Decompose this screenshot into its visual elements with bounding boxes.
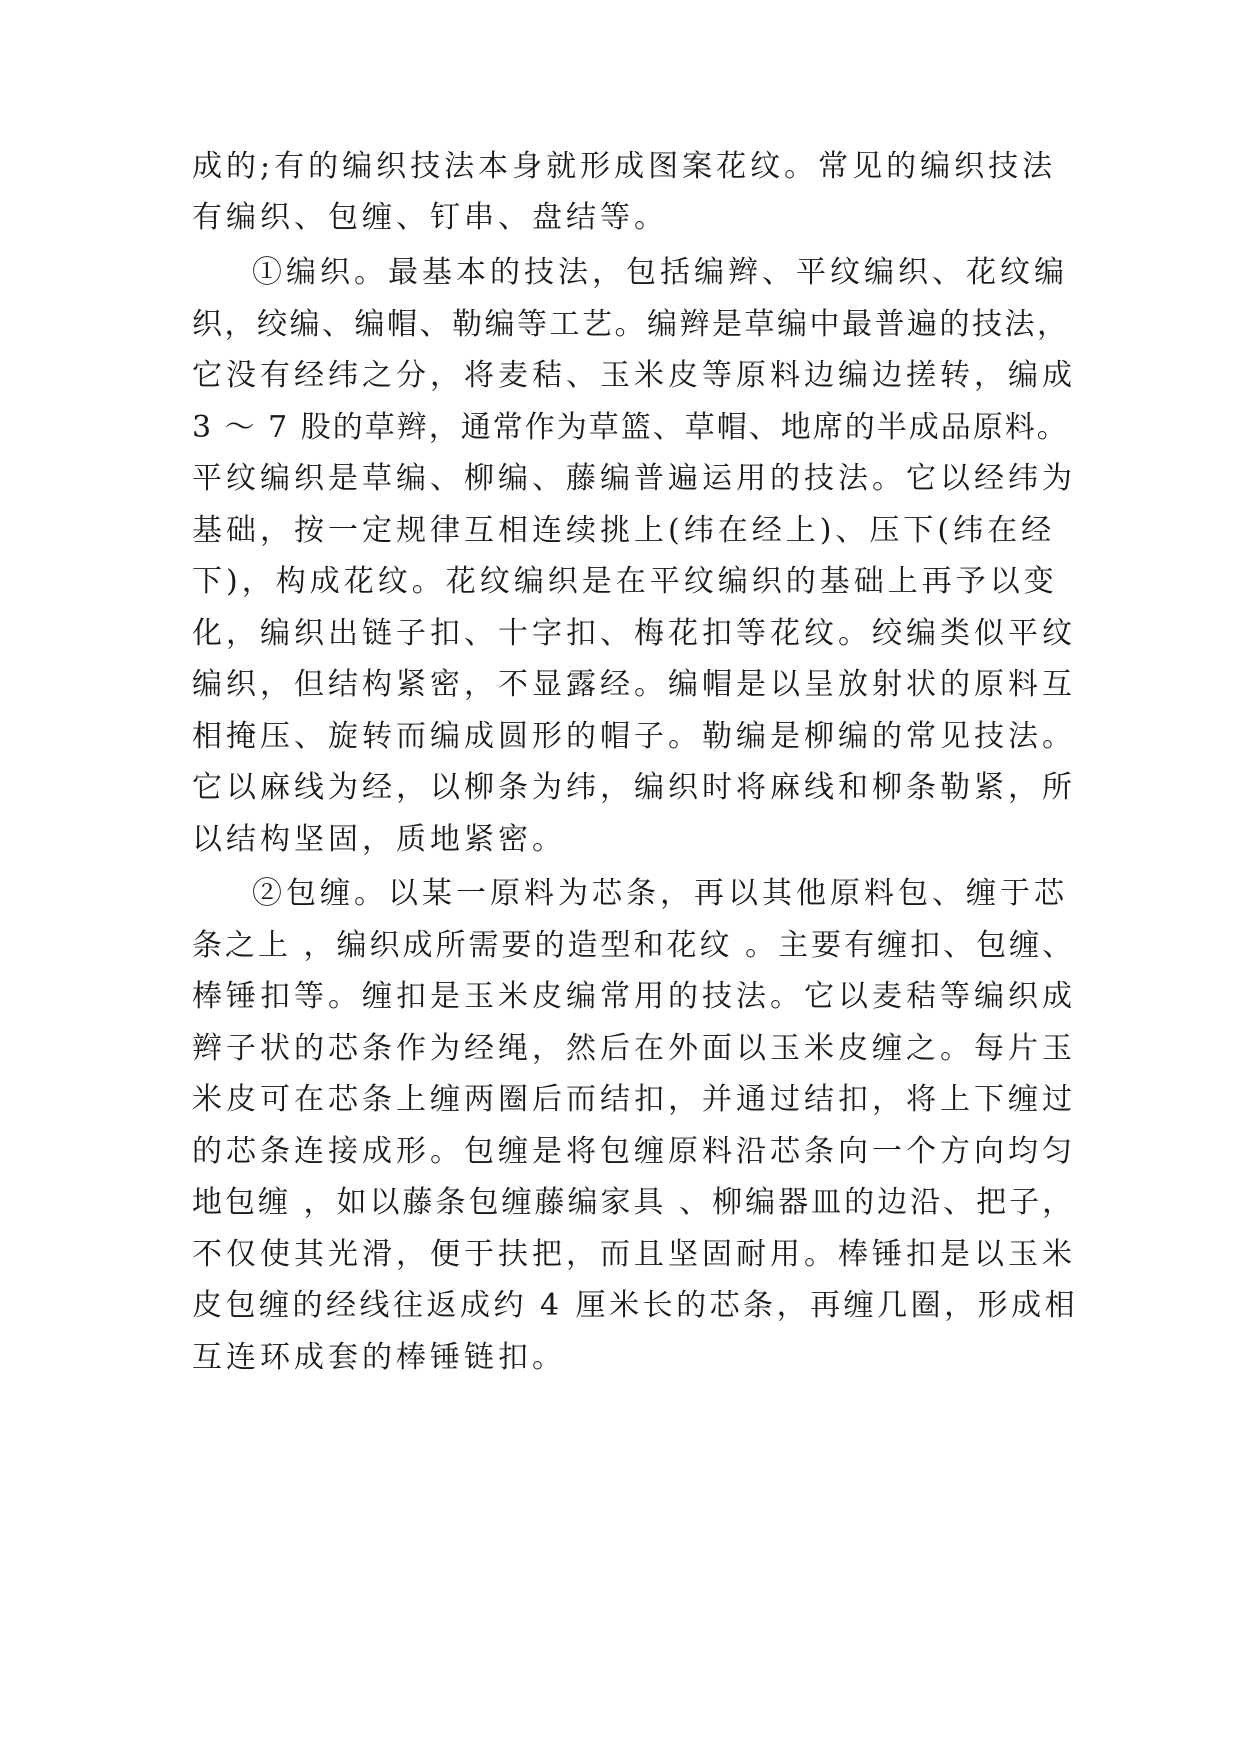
- text-line: 它没有经纬之分，将麦秸、玉米皮等原料边编边搓转，编成: [192, 358, 1076, 393]
- text-line: 皮包缠的经线往返成约 4 厘米长的芯条，再缠几圈，形成相: [192, 1288, 1079, 1323]
- text-line: 有编织、包缠、钉串、盘结等。: [192, 200, 668, 235]
- text-line: 化，编织出链子扣、十字扣、梅花扣等花纹。绞编类似平纹: [192, 616, 1076, 651]
- text-line: 织，绞编、编帽、勒编等工艺。编辫是草编中最普遍的技法，: [192, 307, 1070, 342]
- text-line: 基础，按一定规律互相连续挑上(纬在经上)、压下(纬在经: [192, 513, 1056, 548]
- text-line: 不仅使其光滑，便于扶把，而且坚固耐用。棒锤扣是以玉米: [192, 1237, 1076, 1272]
- text-line: 3 ～ 7 股的草辫，通常作为草篮、草帽、地席的半成品原料。: [192, 410, 1069, 445]
- text-line: 它以麻线为经，以柳条为纬，编织时将麻线和柳条勒紧，所: [192, 770, 1076, 805]
- text-line: 相掩压、旋转而编成圆形的帽子。勒编是柳编的常见技法。: [192, 719, 1076, 754]
- text-line: 成的;有的编织技法本身就形成图案花纹。常见的编织技法: [192, 149, 1057, 184]
- text-line: 互连环成套的棒锤链扣。: [192, 1340, 566, 1375]
- text-line: ①编织。最基本的技法，包括编辫、平纹编织、花纹编: [252, 255, 1068, 290]
- text-line: 以结构坚固，质地紧密。: [192, 822, 566, 857]
- text-line: 平纹编织是草编、柳编、藤编普遍运用的技法。它以经纬为: [192, 461, 1076, 496]
- text-line: 米皮可在芯条上缠两圈后而结扣，并通过结扣，将上下缠过: [192, 1082, 1076, 1117]
- text-line: 辫子状的芯条作为经绳，然后在外面以玉米皮缠之。每片玉: [192, 1031, 1076, 1066]
- text-line: 下)，构成花纹。花纹编织是在平纹编织的基础上再予以变: [192, 564, 1058, 599]
- text-line: 地包缠 ，如以藤条包缠藤编家具 、柳编器皿的边沿、把子，: [192, 1185, 1076, 1220]
- text-line: 编织，但结构紧密，不显露经。编帽是以呈放射状的原料互: [192, 667, 1076, 702]
- text-line: 条之上 ，编织成所需要的造型和花纹 。主要有缠扣、包缠、: [192, 928, 1076, 963]
- text-line: 的芯条连接成形。包缠是将包缠原料沿芯条向一个方向均匀: [192, 1134, 1076, 1169]
- text-line: 棒锤扣等。缠扣是玉米皮编常用的技法。它以麦秸等编织成: [192, 979, 1076, 1014]
- text-line: ②包缠。以某一原料为芯条，再以其他原料包、缠于芯: [252, 876, 1068, 911]
